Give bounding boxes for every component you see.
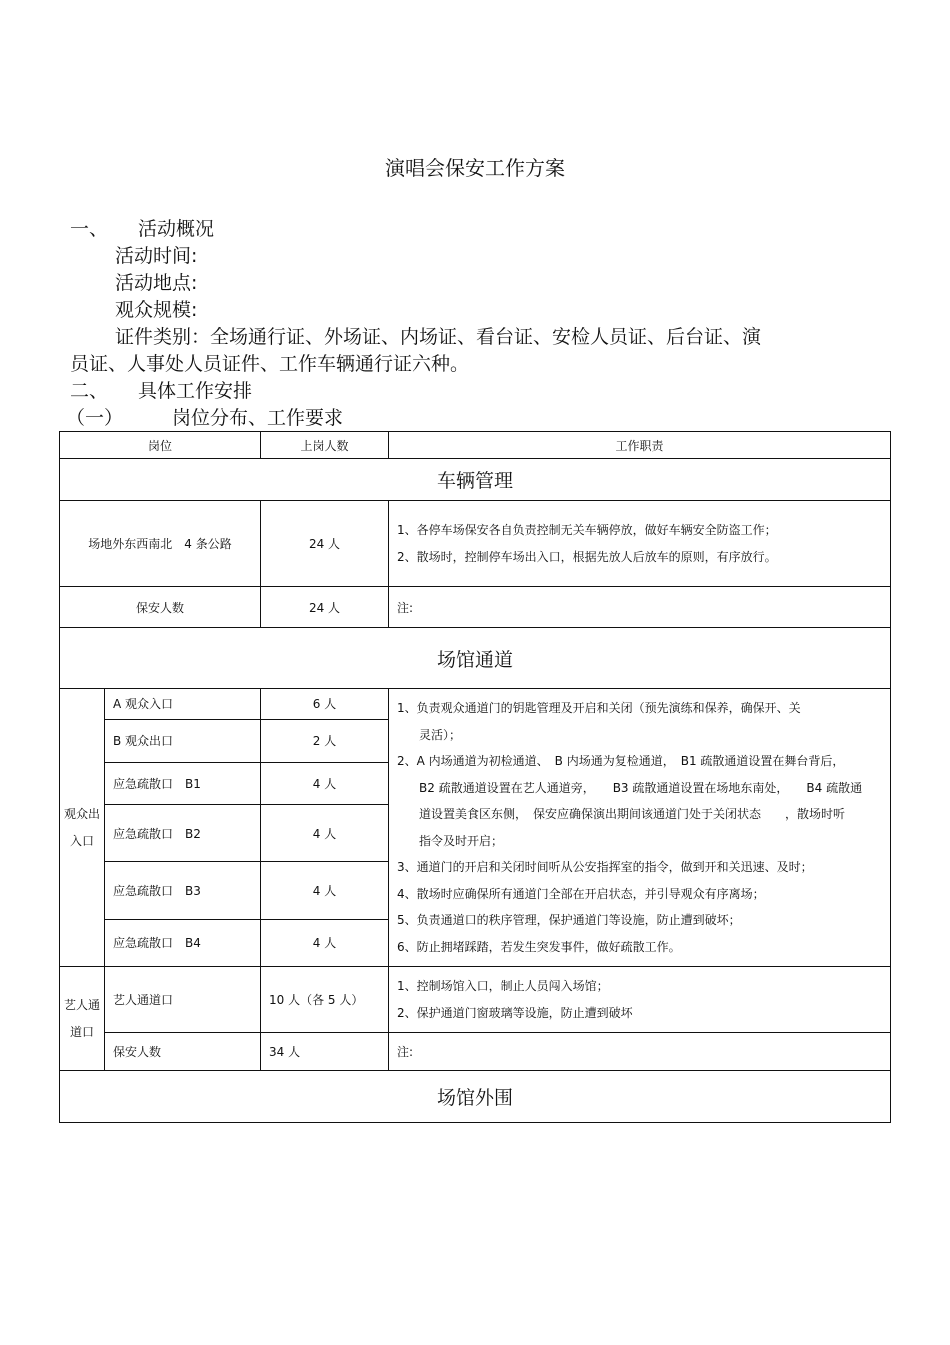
post-cell: 应急疏散口 B4	[105, 919, 261, 966]
cert-types-line1: 证件类别：全场通行证、外场证、内场证、看台证、安检人员证、后台证、演	[115, 326, 762, 348]
section-title-channel: 场馆通道	[60, 628, 891, 689]
section-1-heading	[70, 214, 214, 241]
audience-scale: 观众规模:	[115, 299, 198, 321]
post-cell: A 观众入口	[105, 689, 261, 720]
header-count: 上岗人数	[261, 432, 389, 459]
duty-line: 2、散场时，控制停车场出入口，根据先放人后放车的原则，有序放行。	[397, 549, 777, 564]
duty-line: 3、通道门的开启和关闭时间听从公安指挥室的指令，做到开和关迅速、及时；	[397, 860, 813, 874]
post-cell: 应急疏散口 B3	[105, 862, 261, 919]
document-title: 演唱会保安工作方案	[385, 156, 565, 180]
section-2-1-heading	[66, 403, 343, 430]
post-cell: 应急疏散口 B1	[105, 762, 261, 804]
duty-line: 指令及时开启；	[419, 833, 504, 848]
table-row	[60, 501, 891, 587]
section-row-outer	[60, 1071, 891, 1123]
count-cell: 4 人	[261, 862, 389, 919]
activity-time: 活动时间:	[115, 245, 198, 267]
header-post: 岗位	[60, 432, 261, 459]
section-row-vehicle	[60, 459, 891, 501]
duty-line: 4、散场时应确保所有通道门全部在开启状态，并引导观众有序离场；	[397, 886, 765, 901]
duty-line: 灵活）；	[419, 727, 462, 742]
group-audience-gates: 观众出入口	[60, 689, 105, 967]
total-count-cell: 34 人	[261, 1033, 389, 1071]
section-2-1-number: （一）	[66, 407, 124, 429]
section-title-outer: 场馆外围	[60, 1071, 891, 1123]
total-count-cell: 24 人	[261, 587, 389, 628]
table-header-row	[60, 432, 891, 459]
table-row	[60, 967, 891, 1033]
duty-line: 2、保护通道门窗玻璃等设施，防止遭到破坏	[397, 1005, 633, 1020]
note-cell: 注:	[389, 1033, 891, 1071]
section-1-number: 一、	[70, 218, 109, 240]
duty-line: 1、各停车场保安各自负责控制无关车辆停放，做好车辆安全防盗工作；	[397, 523, 777, 537]
activity-place: 活动地点:	[115, 272, 198, 294]
section-2-number: 二、	[70, 380, 109, 402]
post-cell: 应急疏散口 B2	[105, 804, 261, 861]
section-2-1-title: 岗位分布、工作要求	[172, 407, 344, 429]
duty-cell	[389, 967, 891, 1033]
table-row	[60, 689, 891, 720]
total-label-cell: 保安人数	[60, 587, 261, 628]
section-2-heading	[70, 376, 252, 403]
post-duty-table	[59, 431, 891, 1123]
count-cell: 6 人	[261, 689, 389, 720]
post-cell: 场地外东西南北 4 条公路	[60, 501, 261, 587]
duty-cell	[389, 501, 891, 587]
section-1-title: 活动概况	[138, 218, 215, 240]
cert-types-line2: 员证、人事处人员证件、工作车辆通行证六种。	[70, 353, 470, 375]
duty-line: 1、控制场馆入口，制止人员闯入场馆；	[397, 979, 609, 993]
post-cell: B 观众出口	[105, 719, 261, 762]
count-cell: 24 人	[261, 501, 389, 587]
total-label-cell: 保安人数	[105, 1033, 261, 1071]
duty-line: 道设置美食区东侧， 保安应确保演出期间该通道门处于关闭状态 ，散场时听	[419, 807, 846, 821]
section-title-vehicle: 车辆管理	[60, 459, 891, 501]
section-2-title: 具体工作安排	[138, 380, 253, 402]
duty-line: 1、负责观众通道门的钥匙管理及开启和关闭（预先演练和保养，确保开、关	[397, 701, 801, 715]
duty-line: 2、A 内场通道为初检通道、 B 内场通为复检通道， B1 疏散通道设置在舞台背后，	[397, 754, 845, 768]
group-artist-gate: 艺人通道口	[60, 967, 105, 1071]
count-cell: 4 人	[261, 762, 389, 804]
duty-cell	[389, 689, 891, 967]
table-row	[60, 1033, 891, 1071]
duty-line: 5、负责通道口的秩序管理，保护通道门等设施，防止遭到破坏；	[397, 913, 741, 927]
count-cell: 4 人	[261, 804, 389, 861]
post-cell: 艺人通道口	[105, 967, 261, 1033]
section-row-channel	[60, 628, 891, 689]
note-cell: 注:	[389, 587, 891, 628]
count-cell: 4 人	[261, 919, 389, 966]
count-cell: 10 人（各 5 人）	[261, 967, 389, 1033]
duty-line: 6、防止拥堵踩踏，若发生突发事件，做好疏散工作。	[397, 939, 681, 954]
count-cell: 2 人	[261, 719, 389, 762]
header-duty: 工作职责	[389, 432, 891, 459]
table-row	[60, 587, 891, 628]
duty-line: B2 疏散通道设置在艺人通道旁， B3 疏散通道设置在场地东南处， B4 疏散通	[419, 780, 863, 795]
